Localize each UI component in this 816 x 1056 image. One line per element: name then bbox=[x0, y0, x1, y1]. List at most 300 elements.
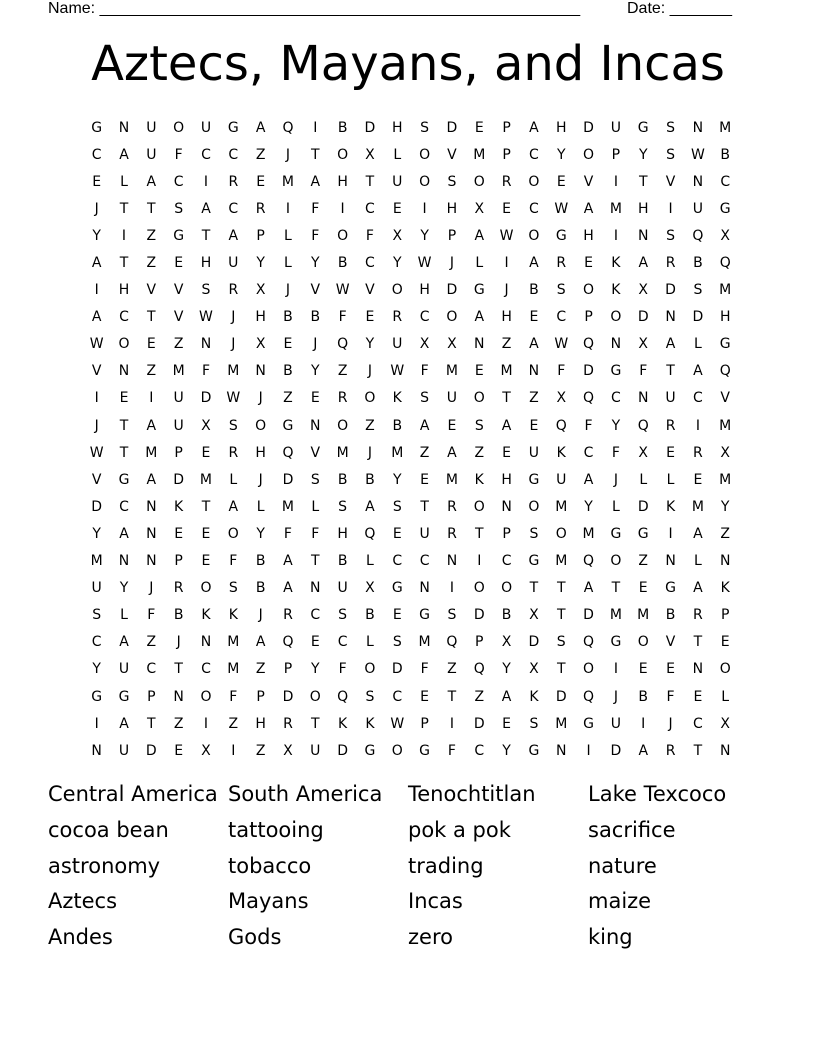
grid-letter[interactable]: A bbox=[310, 173, 321, 190]
grid-letter[interactable]: T bbox=[529, 580, 539, 597]
grid-letter[interactable]: C bbox=[119, 498, 129, 515]
grid-letter[interactable]: R bbox=[337, 390, 348, 407]
grid-letter[interactable]: H bbox=[501, 471, 512, 488]
grid-letter[interactable]: D bbox=[473, 607, 485, 624]
grid-letter[interactable]: D bbox=[200, 390, 212, 407]
grid-letter[interactable]: Q bbox=[446, 634, 458, 651]
grid-letter[interactable]: P bbox=[420, 715, 429, 732]
grid-letter[interactable]: C bbox=[337, 634, 348, 651]
grid-letter[interactable]: S bbox=[420, 390, 430, 407]
grid-letter[interactable]: Y bbox=[420, 227, 429, 244]
grid-letter[interactable]: G bbox=[173, 227, 185, 244]
grid-letter[interactable]: M bbox=[637, 607, 650, 624]
grid-letter[interactable]: V bbox=[583, 173, 594, 190]
grid-letter[interactable]: B bbox=[173, 607, 184, 624]
grid-letter[interactable]: L bbox=[284, 255, 292, 272]
grid-letter[interactable]: M bbox=[90, 553, 103, 570]
grid-letter[interactable]: X bbox=[365, 146, 375, 163]
grid-letter[interactable]: M bbox=[445, 363, 458, 380]
grid-letter[interactable]: I bbox=[695, 417, 700, 434]
grid-letter[interactable]: R bbox=[447, 498, 457, 515]
grid-letter[interactable]: L bbox=[120, 607, 128, 624]
grid-letter[interactable]: N bbox=[419, 580, 430, 597]
grid-letter[interactable]: T bbox=[119, 255, 129, 272]
grid-letter[interactable]: G bbox=[665, 580, 676, 597]
grid-letter[interactable]: C bbox=[474, 742, 485, 759]
grid-letter[interactable]: D bbox=[555, 688, 567, 705]
grid-letter[interactable]: N bbox=[310, 580, 321, 597]
grid-letter[interactable]: J bbox=[258, 471, 263, 488]
grid-letter[interactable]: Z bbox=[173, 715, 184, 732]
grid-letter[interactable]: I bbox=[668, 200, 673, 217]
grid-letter[interactable]: P bbox=[475, 634, 484, 651]
grid-letter[interactable]: K bbox=[474, 471, 484, 488]
grid-letter[interactable]: J bbox=[231, 309, 236, 326]
grid-letter[interactable]: I bbox=[94, 715, 99, 732]
grid-letter[interactable]: B bbox=[665, 607, 676, 624]
grid-letter[interactable]: O bbox=[473, 580, 485, 597]
grid-letter[interactable]: M bbox=[555, 553, 568, 570]
grid-letter[interactable]: E bbox=[201, 553, 211, 570]
grid-letter[interactable]: N bbox=[637, 227, 649, 244]
grid-letter[interactable]: A bbox=[501, 688, 512, 705]
grid-letter[interactable]: F bbox=[201, 363, 210, 380]
grid-letter[interactable]: K bbox=[665, 498, 676, 515]
grid-letter[interactable]: W bbox=[499, 227, 514, 244]
grid-letter[interactable]: Y bbox=[392, 255, 402, 272]
grid-letter[interactable]: Z bbox=[255, 661, 266, 678]
grid-letter[interactable]: S bbox=[392, 498, 402, 515]
grid-letter[interactable]: C bbox=[146, 661, 157, 678]
grid-letter[interactable]: M bbox=[199, 471, 213, 488]
grid-letter[interactable]: Y bbox=[311, 661, 320, 678]
grid-letter[interactable]: D bbox=[583, 119, 594, 136]
grid-letter[interactable]: E bbox=[720, 634, 730, 651]
grid-letter[interactable]: D bbox=[145, 742, 157, 759]
grid-letter[interactable]: H bbox=[637, 200, 649, 217]
grid-letter[interactable]: E bbox=[447, 417, 457, 434]
grid-letter[interactable]: O bbox=[583, 661, 595, 678]
grid-letter[interactable]: O bbox=[364, 661, 376, 678]
grid-letter[interactable]: C bbox=[583, 444, 594, 461]
grid-letter[interactable]: T bbox=[311, 715, 320, 732]
grid-letter[interactable]: S bbox=[556, 282, 566, 299]
grid-letter[interactable]: X bbox=[638, 282, 649, 299]
grid-letter[interactable]: H bbox=[118, 282, 130, 299]
grid-letter[interactable]: M bbox=[227, 363, 240, 380]
grid-letter[interactable]: T bbox=[147, 715, 156, 732]
grid-letter[interactable]: F bbox=[229, 553, 238, 570]
grid-letter[interactable]: Y bbox=[311, 255, 320, 272]
grid-letter[interactable]: N bbox=[637, 390, 649, 407]
grid-letter[interactable]: J bbox=[94, 417, 99, 434]
grid-letter[interactable]: N bbox=[692, 661, 704, 678]
grid-letter[interactable]: N bbox=[719, 553, 731, 570]
grid-letter[interactable]: S bbox=[420, 119, 430, 136]
grid-letter[interactable]: C bbox=[173, 173, 184, 190]
grid-letter[interactable]: Z bbox=[173, 336, 184, 353]
grid-letter[interactable]: H bbox=[719, 309, 731, 326]
grid-letter[interactable]: T bbox=[447, 688, 457, 705]
grid-letter[interactable]: A bbox=[474, 227, 485, 244]
grid-letter[interactable]: F bbox=[311, 200, 320, 217]
grid-letter[interactable]: J bbox=[367, 363, 373, 380]
grid-letter[interactable]: R bbox=[693, 607, 703, 624]
grid-letter[interactable]: S bbox=[556, 634, 566, 651]
grid-letter[interactable]: N bbox=[118, 119, 130, 136]
grid-letter[interactable]: O bbox=[419, 146, 431, 163]
grid-letter[interactable]: Q bbox=[555, 417, 567, 434]
grid-letter[interactable]: A bbox=[529, 119, 539, 136]
grid-letter[interactable]: P bbox=[256, 227, 265, 244]
grid-letter[interactable]: V bbox=[173, 282, 184, 299]
grid-letter[interactable]: K bbox=[392, 390, 402, 407]
grid-letter[interactable]: M bbox=[500, 363, 513, 380]
grid-letter[interactable]: Z bbox=[419, 444, 430, 461]
grid-letter[interactable]: B bbox=[255, 553, 266, 570]
grid-letter[interactable]: C bbox=[692, 715, 703, 732]
grid-letter[interactable]: Z bbox=[146, 227, 157, 244]
grid-letter[interactable]: O bbox=[719, 661, 731, 678]
grid-letter[interactable]: B bbox=[255, 580, 266, 597]
grid-letter[interactable]: B bbox=[720, 146, 731, 163]
grid-letter[interactable]: E bbox=[474, 119, 484, 136]
grid-letter[interactable]: E bbox=[502, 200, 512, 217]
grid-letter[interactable]: U bbox=[200, 119, 212, 136]
grid-letter[interactable]: C bbox=[228, 146, 239, 163]
grid-letter[interactable]: L bbox=[693, 336, 702, 353]
grid-letter[interactable]: M bbox=[281, 173, 294, 190]
grid-letter[interactable]: V bbox=[365, 282, 375, 299]
grid-letter[interactable]: S bbox=[693, 282, 703, 299]
grid-letter[interactable]: O bbox=[118, 336, 130, 353]
grid-letter[interactable]: M bbox=[172, 363, 185, 380]
grid-letter[interactable]: E bbox=[693, 471, 703, 488]
grid-letter[interactable]: I bbox=[613, 173, 618, 190]
grid-letter[interactable]: S bbox=[447, 607, 457, 624]
grid-letter[interactable]: H bbox=[419, 282, 430, 299]
grid-letter[interactable]: H bbox=[446, 200, 458, 217]
grid-letter[interactable]: N bbox=[173, 688, 184, 705]
grid-letter[interactable]: X bbox=[638, 444, 649, 461]
grid-letter[interactable]: I bbox=[613, 227, 618, 244]
grid-letter[interactable]: U bbox=[446, 390, 458, 407]
grid-letter[interactable]: E bbox=[666, 444, 675, 461]
grid-letter[interactable]: O bbox=[610, 309, 622, 326]
grid-letter[interactable]: G bbox=[118, 471, 130, 488]
grid-letter[interactable]: E bbox=[392, 607, 402, 624]
grid-letter[interactable]: G bbox=[719, 200, 731, 217]
grid-letter[interactable]: P bbox=[174, 444, 183, 461]
grid-letter[interactable]: I bbox=[504, 255, 509, 272]
grid-letter[interactable]: A bbox=[119, 525, 129, 542]
grid-letter[interactable]: L bbox=[256, 498, 265, 515]
grid-letter[interactable]: G bbox=[364, 742, 376, 759]
grid-letter[interactable]: I bbox=[449, 580, 454, 597]
grid-letter[interactable]: U bbox=[610, 119, 622, 136]
grid-letter[interactable]: U bbox=[173, 390, 184, 407]
grid-letter[interactable]: O bbox=[337, 417, 349, 434]
grid-letter[interactable]: G bbox=[555, 227, 567, 244]
grid-letter[interactable]: X bbox=[720, 227, 730, 244]
grid-letter[interactable]: E bbox=[201, 525, 211, 542]
grid-letter[interactable]: L bbox=[666, 471, 675, 488]
grid-letter[interactable]: O bbox=[446, 309, 458, 326]
grid-letter[interactable]: X bbox=[720, 444, 730, 461]
grid-letter[interactable]: A bbox=[501, 417, 512, 434]
grid-letter[interactable]: X bbox=[529, 607, 539, 624]
grid-letter[interactable]: E bbox=[420, 688, 430, 705]
grid-letter[interactable]: H bbox=[255, 715, 266, 732]
grid-letter[interactable]: F bbox=[174, 146, 183, 163]
grid-letter[interactable]: O bbox=[391, 282, 403, 299]
grid-letter[interactable]: M bbox=[582, 525, 595, 542]
grid-letter[interactable]: Q bbox=[364, 525, 376, 542]
grid-letter[interactable]: A bbox=[228, 498, 239, 515]
grid-letter[interactable]: W bbox=[335, 282, 350, 299]
grid-letter[interactable]: R bbox=[665, 255, 676, 272]
grid-letter[interactable]: Y bbox=[92, 525, 101, 542]
grid-letter[interactable]: S bbox=[92, 607, 102, 624]
grid-letter[interactable]: I bbox=[668, 525, 673, 542]
grid-letter[interactable]: T bbox=[693, 742, 703, 759]
grid-letter[interactable]: Q bbox=[282, 444, 294, 461]
grid-letter[interactable]: H bbox=[501, 309, 512, 326]
grid-letter[interactable]: K bbox=[338, 715, 348, 732]
grid-letter[interactable]: S bbox=[666, 146, 675, 163]
grid-letter[interactable]: O bbox=[309, 688, 321, 705]
grid-letter[interactable]: O bbox=[583, 282, 595, 299]
grid-letter[interactable]: O bbox=[364, 390, 376, 407]
grid-letter[interactable]: K bbox=[365, 715, 375, 732]
grid-letter[interactable]: X bbox=[474, 200, 485, 217]
grid-letter[interactable]: E bbox=[146, 336, 156, 353]
grid-letter[interactable]: X bbox=[365, 580, 375, 597]
grid-letter[interactable]: J bbox=[94, 200, 99, 217]
grid-letter[interactable]: C bbox=[529, 146, 539, 163]
grid-letter[interactable]: K bbox=[611, 282, 621, 299]
grid-letter[interactable]: F bbox=[229, 688, 238, 705]
grid-letter[interactable]: B bbox=[529, 282, 539, 299]
grid-letter[interactable]: T bbox=[666, 363, 675, 380]
grid-letter[interactable]: C bbox=[365, 255, 375, 272]
grid-letter[interactable]: A bbox=[583, 471, 594, 488]
grid-letter[interactable]: N bbox=[474, 336, 485, 353]
grid-letter[interactable]: R bbox=[447, 525, 457, 542]
grid-letter[interactable]: C bbox=[501, 553, 512, 570]
grid-letter[interactable]: P bbox=[502, 525, 511, 542]
grid-letter[interactable]: J bbox=[231, 336, 236, 353]
grid-letter[interactable]: B bbox=[365, 471, 375, 488]
grid-letter[interactable]: D bbox=[391, 661, 403, 678]
grid-letter[interactable]: O bbox=[473, 390, 485, 407]
grid-letter[interactable]: D bbox=[473, 715, 485, 732]
grid-letter[interactable]: X bbox=[501, 634, 512, 651]
grid-letter[interactable]: Z bbox=[228, 715, 239, 732]
grid-letter[interactable]: N bbox=[719, 742, 731, 759]
grid-letter[interactable]: Z bbox=[501, 336, 512, 353]
grid-letter[interactable]: O bbox=[528, 173, 540, 190]
grid-letter[interactable]: A bbox=[119, 146, 129, 163]
grid-letter[interactable]: K bbox=[529, 688, 539, 705]
grid-letter[interactable]: U bbox=[392, 336, 403, 353]
grid-letter[interactable]: D bbox=[446, 282, 458, 299]
grid-letter[interactable]: S bbox=[474, 417, 484, 434]
grid-letter[interactable]: D bbox=[583, 607, 594, 624]
grid-letter[interactable]: A bbox=[583, 200, 594, 217]
grid-letter[interactable]: X bbox=[255, 282, 266, 299]
grid-letter[interactable]: C bbox=[556, 309, 567, 326]
grid-letter[interactable]: E bbox=[693, 688, 703, 705]
grid-letter[interactable]: R bbox=[665, 417, 676, 434]
grid-letter[interactable]: M bbox=[555, 498, 568, 515]
grid-letter[interactable]: M bbox=[719, 417, 732, 434]
grid-letter[interactable]: F bbox=[365, 227, 374, 244]
grid-letter[interactable]: K bbox=[201, 607, 211, 624]
grid-letter[interactable]: Z bbox=[638, 553, 649, 570]
grid-letter[interactable]: J bbox=[613, 471, 618, 488]
grid-letter[interactable]: J bbox=[449, 255, 454, 272]
grid-letter[interactable]: G bbox=[610, 634, 622, 651]
grid-letter[interactable]: B bbox=[392, 417, 403, 434]
grid-letter[interactable]: O bbox=[419, 173, 431, 190]
grid-letter[interactable]: I bbox=[422, 200, 427, 217]
grid-letter[interactable]: R bbox=[228, 282, 239, 299]
grid-letter[interactable]: N bbox=[91, 742, 102, 759]
grid-letter[interactable]: D bbox=[91, 498, 103, 515]
grid-letter[interactable]: K bbox=[556, 444, 566, 461]
grid-letter[interactable]: G bbox=[528, 553, 540, 570]
grid-letter[interactable]: W bbox=[226, 390, 241, 407]
grid-letter[interactable]: P bbox=[447, 227, 457, 244]
grid-letter[interactable]: A bbox=[365, 498, 375, 515]
grid-letter[interactable]: D bbox=[692, 309, 704, 326]
grid-letter[interactable]: U bbox=[419, 525, 430, 542]
grid-letter[interactable]: Y bbox=[119, 580, 129, 597]
grid-letter[interactable]: M bbox=[719, 119, 732, 136]
grid-letter[interactable]: V bbox=[447, 146, 457, 163]
grid-letter[interactable]: I bbox=[121, 227, 127, 244]
grid-letter[interactable]: C bbox=[611, 390, 621, 407]
grid-letter[interactable]: J bbox=[285, 282, 291, 299]
grid-letter[interactable]: L bbox=[393, 146, 402, 163]
grid-letter[interactable]: A bbox=[228, 227, 239, 244]
grid-letter[interactable]: S bbox=[338, 498, 348, 515]
grid-letter[interactable]: U bbox=[610, 715, 622, 732]
grid-letter[interactable]: A bbox=[529, 336, 539, 353]
grid-letter[interactable]: A bbox=[665, 336, 676, 353]
grid-letter[interactable]: S bbox=[228, 580, 238, 597]
grid-letter[interactable]: T bbox=[420, 498, 429, 515]
grid-letter[interactable]: E bbox=[556, 173, 566, 190]
grid-letter[interactable]: B bbox=[337, 471, 348, 488]
grid-letter[interactable]: I bbox=[641, 715, 646, 732]
grid-letter[interactable]: W bbox=[554, 200, 569, 217]
grid-letter[interactable]: F bbox=[420, 661, 429, 678]
grid-letter[interactable]: T bbox=[502, 390, 511, 407]
grid-letter[interactable]: R bbox=[228, 444, 239, 461]
grid-letter[interactable]: Q bbox=[337, 688, 349, 705]
grid-letter[interactable]: H bbox=[337, 525, 348, 542]
grid-letter[interactable]: Y bbox=[502, 661, 511, 678]
grid-letter[interactable]: S bbox=[365, 688, 375, 705]
grid-letter[interactable]: N bbox=[528, 363, 540, 380]
grid-letter[interactable]: S bbox=[666, 227, 675, 244]
grid-letter[interactable]: B bbox=[693, 255, 703, 272]
grid-letter[interactable]: T bbox=[201, 227, 211, 244]
grid-letter[interactable]: O bbox=[473, 173, 485, 190]
grid-letter[interactable]: O bbox=[337, 146, 349, 163]
grid-letter[interactable]: C bbox=[91, 634, 102, 651]
grid-letter[interactable]: I bbox=[231, 742, 236, 759]
grid-letter[interactable]: N bbox=[610, 336, 622, 353]
grid-letter[interactable]: C bbox=[720, 173, 731, 190]
grid-letter[interactable]: X bbox=[447, 336, 457, 353]
grid-letter[interactable]: O bbox=[200, 688, 212, 705]
grid-letter[interactable]: G bbox=[227, 119, 239, 136]
grid-letter[interactable]: E bbox=[201, 444, 211, 461]
grid-letter[interactable]: H bbox=[392, 119, 403, 136]
grid-letter[interactable]: I bbox=[94, 390, 99, 407]
grid-letter[interactable]: Q bbox=[583, 688, 595, 705]
grid-letter[interactable]: Z bbox=[146, 634, 157, 651]
grid-letter[interactable]: G bbox=[118, 688, 130, 705]
grid-letter[interactable]: E bbox=[283, 336, 293, 353]
grid-letter[interactable]: B bbox=[283, 309, 293, 326]
grid-letter[interactable]: X bbox=[638, 336, 649, 353]
grid-letter[interactable]: K bbox=[720, 580, 730, 597]
grid-letter[interactable]: Y bbox=[392, 471, 402, 488]
grid-letter[interactable]: Q bbox=[282, 634, 294, 651]
grid-letter[interactable]: C bbox=[392, 688, 403, 705]
grid-letter[interactable]: T bbox=[556, 580, 566, 597]
grid-letter[interactable]: T bbox=[365, 173, 375, 190]
grid-letter[interactable]: Q bbox=[692, 227, 704, 244]
grid-letter[interactable]: A bbox=[201, 200, 211, 217]
grid-letter[interactable]: S bbox=[174, 200, 184, 217]
grid-letter[interactable]: A bbox=[529, 255, 539, 272]
grid-letter[interactable]: M bbox=[391, 444, 404, 461]
grid-letter[interactable]: S bbox=[666, 119, 675, 136]
grid-letter[interactable]: A bbox=[638, 255, 649, 272]
grid-letter[interactable]: U bbox=[118, 742, 130, 759]
grid-letter[interactable]: G bbox=[91, 119, 103, 136]
grid-letter[interactable]: Y bbox=[311, 363, 320, 380]
grid-letter[interactable]: C bbox=[392, 553, 403, 570]
grid-letter[interactable]: T bbox=[174, 661, 183, 678]
grid-letter[interactable]: E bbox=[502, 444, 512, 461]
grid-letter[interactable]: R bbox=[693, 444, 703, 461]
grid-letter[interactable]: Z bbox=[529, 390, 539, 407]
grid-letter[interactable]: W bbox=[89, 336, 104, 353]
grid-letter[interactable]: E bbox=[638, 580, 648, 597]
grid-letter[interactable]: C bbox=[228, 200, 239, 217]
grid-letter[interactable]: D bbox=[173, 471, 185, 488]
grid-letter[interactable]: C bbox=[119, 309, 129, 326]
grid-letter[interactable]: J bbox=[313, 336, 318, 353]
grid-letter[interactable]: F bbox=[338, 309, 347, 326]
grid-letter[interactable]: O bbox=[473, 498, 485, 515]
grid-letter[interactable]: I bbox=[149, 390, 154, 407]
grid-letter[interactable]: E bbox=[392, 525, 402, 542]
grid-letter[interactable]: D bbox=[282, 471, 294, 488]
grid-letter[interactable]: A bbox=[283, 553, 293, 570]
grid-letter[interactable]: W bbox=[554, 336, 569, 353]
grid-letter[interactable]: Q bbox=[583, 390, 595, 407]
grid-letter[interactable]: U bbox=[146, 146, 157, 163]
grid-letter[interactable]: M bbox=[336, 444, 349, 461]
grid-letter[interactable]: V bbox=[720, 390, 730, 407]
